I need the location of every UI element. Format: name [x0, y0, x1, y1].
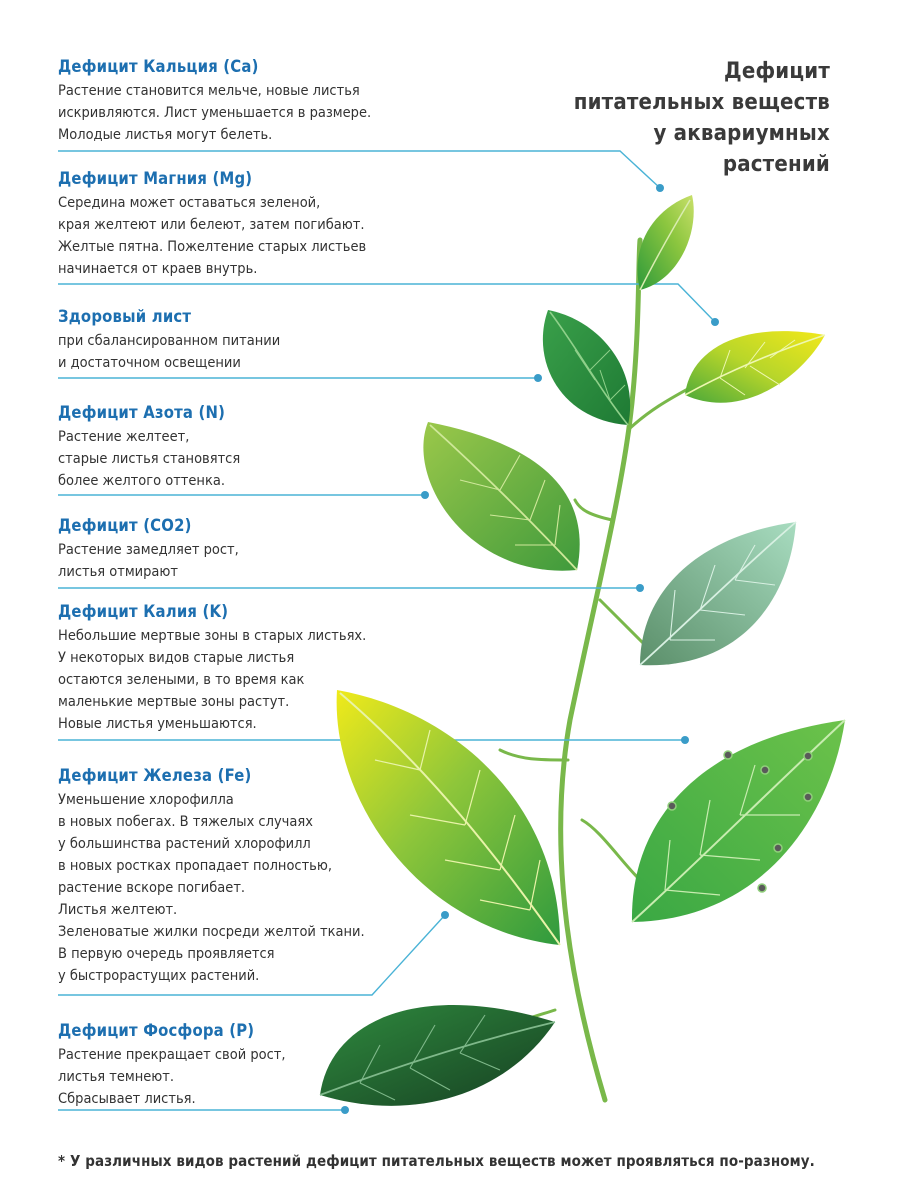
- leaf-phosphorus: [320, 1005, 555, 1106]
- entry-text: [58, 192, 366, 280]
- entry-line: у быстрорастущих растений.: [58, 968, 260, 984]
- entry-line: и достаточном освещении: [58, 355, 241, 371]
- entry-line: Сбрасывает листья.: [58, 1091, 196, 1107]
- leaf-nitrogen: [423, 422, 579, 571]
- leaf-magnesium: [685, 331, 825, 403]
- leaf-iron: [337, 690, 560, 945]
- entry-line: старые листья становятся: [58, 451, 241, 467]
- entry-heading: Дефицит Азота (N): [58, 403, 226, 422]
- entry-healthy: [58, 306, 280, 374]
- leaf-co2: [640, 522, 796, 665]
- entry-text: [58, 330, 280, 374]
- entry-line: в новых ростках пропадает полностью,: [58, 858, 332, 874]
- entry-line: Молодые листья могут белеть.: [58, 127, 273, 143]
- entry-line: Середина может оставаться зеленой,: [58, 195, 321, 211]
- entry-calcium: [58, 56, 371, 146]
- entry-text: [58, 1044, 286, 1110]
- entry-line: остаются зелеными, в то время как: [58, 672, 305, 688]
- entry-text: [58, 80, 371, 146]
- entry-line: более желтого оттенка.: [58, 473, 225, 489]
- entry-line: листья темнеют.: [58, 1069, 175, 1085]
- entry-line: Растение становится мельче, новые листья: [58, 83, 360, 99]
- entry-line: маленькие мертвые зоны растут.: [58, 694, 290, 710]
- entry-line: Растение желтеет,: [58, 429, 190, 445]
- leaf-healthy: [543, 310, 630, 425]
- entry-text: [58, 539, 239, 583]
- leaf-calcium: [637, 195, 693, 290]
- entry-text: [58, 426, 240, 492]
- entry-line: начинается от краев внутрь.: [58, 261, 258, 277]
- entry-heading: Дефицит Кальция (Ca): [58, 57, 259, 76]
- entry-line: искривляются. Лист уменьшается в размере.: [58, 105, 372, 121]
- entry-line: Новые листья уменьшаются.: [58, 716, 257, 732]
- title-line: растений: [722, 152, 830, 177]
- entry-heading: Дефицит Фосфора (P): [58, 1021, 255, 1040]
- entry-heading: Дефицит Калия (K): [58, 602, 229, 621]
- entry-line: Листья желтеют.: [58, 902, 178, 918]
- entry-magnesium: [58, 168, 366, 280]
- entry-line: в новых побегах. В тяжелых случаях: [58, 814, 313, 830]
- entry-heading: Дефицит (CO2): [58, 516, 192, 535]
- entry-line: Небольшие мертвые зоны в старых листьях.: [58, 628, 367, 644]
- entry-line: Уменьшение хлорофилла: [58, 792, 234, 808]
- entry-text: [58, 625, 366, 735]
- title-line: Дефицит: [724, 59, 830, 84]
- footnote: * У различных видов растений дефицит питательных веществ может проявляться по-разному.: [58, 1152, 815, 1170]
- title-line: питательных веществ: [573, 90, 830, 115]
- entry-line: растение вскоре погибает.: [58, 880, 246, 896]
- page-title: [500, 56, 830, 180]
- entry-text: [58, 789, 365, 987]
- entry-line: Растение прекращает свой рост,: [58, 1047, 286, 1063]
- entry-line: края желтеют или белеют, затем погибают.: [58, 217, 365, 233]
- entry-line: листья отмирают: [58, 564, 179, 580]
- entry-heading: Дефицит Железа (Fe): [58, 766, 252, 785]
- entry-line: у большинства растений хлорофилл: [58, 836, 311, 852]
- entry-line: Желтые пятна. Пожелтение старых листьев: [58, 239, 367, 255]
- entry-heading: Дефицит Магния (Mg): [58, 169, 253, 188]
- entry-potassium: [58, 601, 366, 735]
- entry-iron: [58, 765, 365, 987]
- entry-line: Растение замедляет рост,: [58, 542, 239, 558]
- entry-co2: [58, 515, 239, 583]
- entry-phosphorus: [58, 1020, 286, 1110]
- title-line: у аквариумных: [653, 121, 830, 146]
- leaf-potassium: [632, 720, 845, 922]
- entry-heading: Здоровый лист: [58, 307, 192, 326]
- entry-line: при сбалансированном питании: [58, 333, 281, 349]
- entry-line: В первую очередь проявляется: [58, 946, 275, 962]
- entry-line: Зеленоватые жилки посреди желтой ткани.: [58, 924, 365, 940]
- entry-line: У некоторых видов старые листья: [58, 650, 295, 666]
- entry-nitrogen: [58, 402, 240, 492]
